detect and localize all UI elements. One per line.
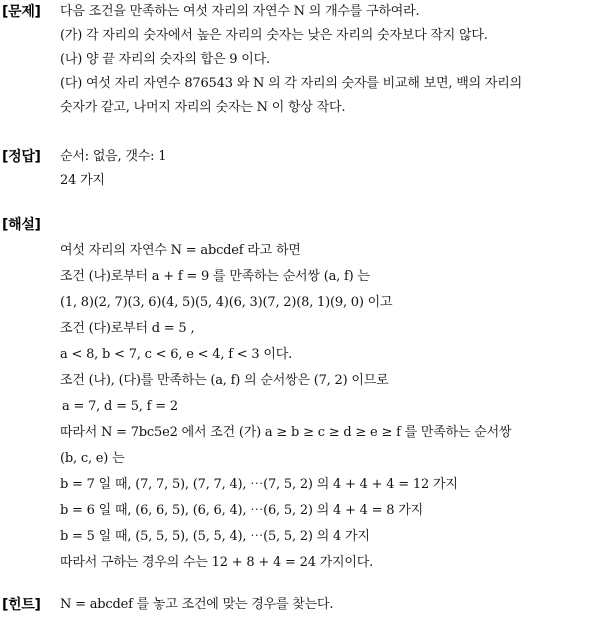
explanation-line: b = 7 일 때, (7, 7, 5), (7, 7, 4), ⋯(7, 5, 2) 의 4 + 4 + 4 = 12 가지 bbox=[60, 477, 458, 492]
problem-label: [문제] bbox=[2, 4, 41, 20]
explanation-line: 따라서 N = 7bc5e2 에서 조건 (가) a ≥ b ≥ c ≥ d ≥ e ≥ f 를 만족하는 순서쌍 bbox=[60, 425, 512, 440]
answer-line: 24 가지 bbox=[60, 173, 105, 188]
problem-line: (다) 여섯 자리 자연수 876543 와 N 의 각 자리의 숫자를 비교해 보면, 백의 자리의 bbox=[60, 76, 522, 91]
hint-label: [힌트] bbox=[2, 597, 41, 613]
explanation-line: 따라서 구하는 경우의 수는 12 + 8 + 4 = 24 가지이다. bbox=[60, 555, 374, 570]
answer-line: 순서: 없음, 갯수: 1 bbox=[60, 149, 167, 164]
explanation-line: b = 5 일 때, (5, 5, 5), (5, 5, 4), ⋯(5, 5, 2) 의 4 가지 bbox=[60, 529, 370, 544]
explanation-line: b = 6 일 때, (6, 6, 5), (6, 6, 4), ⋯(6, 5, 2) 의 4 + 4 = 8 가지 bbox=[60, 503, 423, 518]
hint-line: N = abcdef 를 놓고 조건에 맞는 경우를 찾는다. bbox=[60, 597, 334, 612]
explanation-line: 조건 (다)로부터 d = 5 , bbox=[60, 321, 195, 336]
explanation-line: (b, c, e) 는 bbox=[60, 451, 125, 466]
problem-line: (나) 양 끝 자리의 숫자의 합은 9 이다. bbox=[60, 52, 270, 67]
explanation-line: 조건 (나), (다)를 만족하는 (a, f) 의 순서쌍은 (7, 2) 이므로 bbox=[60, 373, 389, 388]
answer-label: [정답] bbox=[2, 149, 41, 165]
problem-line: 숫자가 같고, 나머지 자리의 숫자는 N 이 항상 작다. bbox=[60, 100, 346, 115]
explanation-label: [해설] bbox=[2, 217, 41, 233]
explanation-line: 조건 (나)로부터 a + f = 9 를 만족하는 순서쌍 (a, f) 는 bbox=[60, 269, 370, 284]
explanation-line: 여섯 자리의 자연수 N = abcdef 라고 하면 bbox=[60, 243, 301, 258]
explanation-line: (1, 8)(2, 7)(3, 6)(4, 5)(5, 4)(6, 3)(7, 2)(8, 1)(9, 0) 이고 bbox=[60, 295, 393, 310]
explanation-line: a < 8, b < 7, c < 6, e < 4, f < 3 이다. bbox=[60, 347, 293, 362]
problem-line: 다음 조건을 만족하는 여섯 자리의 자연수 N 의 개수를 구하여라. bbox=[60, 4, 420, 19]
explanation-line: a = 7, d = 5, f = 2 bbox=[62, 399, 178, 414]
problem-line: (가) 각 자리의 숫자에서 높은 자리의 숫자는 낮은 자리의 숫자보다 작지 않다. bbox=[60, 28, 488, 43]
